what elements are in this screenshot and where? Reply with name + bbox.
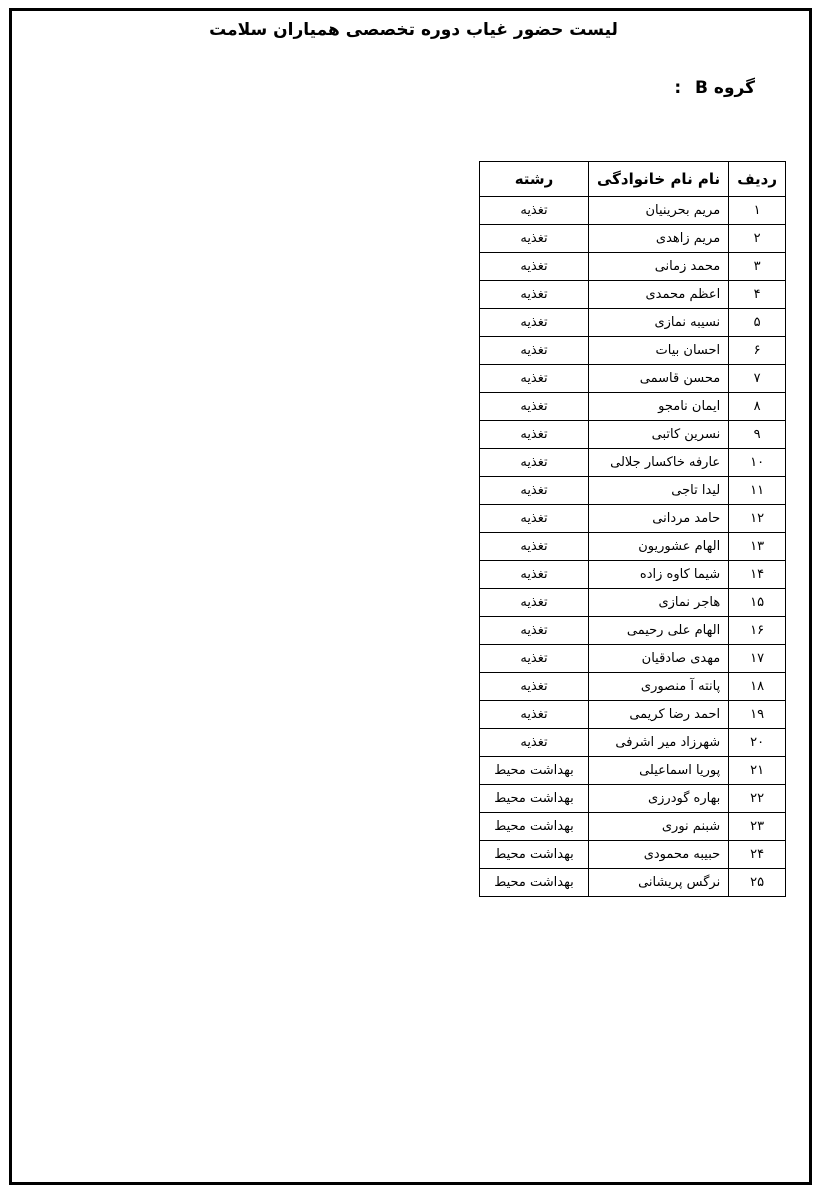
row-number-cell: ۷ xyxy=(729,365,786,393)
full-name-cell: شهرزاد میر اشرفی xyxy=(589,729,729,757)
field-cell: تغذیه xyxy=(480,505,589,533)
full-name-cell: نرگس پریشانی xyxy=(589,869,729,897)
field-cell: تغذیه xyxy=(480,589,589,617)
field-cell: تغذیه xyxy=(480,393,589,421)
full-name-cell: ایمان نامجو xyxy=(589,393,729,421)
row-number-cell: ۱۴ xyxy=(729,561,786,589)
table-row xyxy=(480,533,786,561)
table-row xyxy=(480,869,786,897)
row-number-cell: ۵ xyxy=(729,309,786,337)
field-cell: بهداشت محیط xyxy=(480,813,589,841)
full-name-cell: بهاره گودرزی xyxy=(589,785,729,813)
table-row xyxy=(480,701,786,729)
header-field: رشته xyxy=(480,162,589,197)
full-name-cell: پوریا اسماعیلی xyxy=(589,757,729,785)
field-cell: تغذیه xyxy=(480,729,589,757)
row-number-cell: ۱۷ xyxy=(729,645,786,673)
full-name-cell: مهدی صادقیان xyxy=(589,645,729,673)
row-number-cell: ۴ xyxy=(729,281,786,309)
full-name-cell: لیدا تاجی xyxy=(589,477,729,505)
field-cell: تغذیه xyxy=(480,281,589,309)
document-title: لیست حضور غیاب دوره تخصصی همیاران سلامت xyxy=(209,20,618,40)
field-cell: تغذیه xyxy=(480,673,589,701)
table-row xyxy=(480,393,786,421)
full-name-cell: نسرین کاتبی xyxy=(589,421,729,449)
row-number-cell: ۱ xyxy=(729,197,786,225)
header-full-name: نام نام خانوادگی xyxy=(589,162,729,197)
table-row xyxy=(480,449,786,477)
full-name-cell: احسان بیات xyxy=(589,337,729,365)
row-number-cell: ۱۸ xyxy=(729,673,786,701)
table-row xyxy=(480,337,786,365)
full-name-cell: نسیبه نمازی xyxy=(589,309,729,337)
row-number-cell: ۲۴ xyxy=(729,841,786,869)
row-number-cell: ۸ xyxy=(729,393,786,421)
full-name-cell: الهام عشوریون xyxy=(589,533,729,561)
table-body xyxy=(480,197,786,897)
table-row xyxy=(480,785,786,813)
field-cell: تغذیه xyxy=(480,533,589,561)
table-row xyxy=(480,617,786,645)
field-cell: بهداشت محیط xyxy=(480,757,589,785)
row-number-cell: ۱۹ xyxy=(729,701,786,729)
table-row xyxy=(480,477,786,505)
full-name-cell: احمد رضا کریمی xyxy=(589,701,729,729)
table-row xyxy=(480,281,786,309)
full-name-cell: الهام علی رحیمی xyxy=(589,617,729,645)
field-cell: تغذیه xyxy=(480,701,589,729)
table-row xyxy=(480,729,786,757)
field-cell: تغذیه xyxy=(480,365,589,393)
table-row xyxy=(480,253,786,281)
field-cell: تغذیه xyxy=(480,617,589,645)
table-row xyxy=(480,197,786,225)
row-number-cell: ۱۲ xyxy=(729,505,786,533)
row-number-cell: ۲ xyxy=(729,225,786,253)
field-cell: تغذیه xyxy=(480,197,589,225)
field-cell: تغذیه xyxy=(480,337,589,365)
field-cell: تغذیه xyxy=(480,645,589,673)
full-name-cell: اعظم محمدی xyxy=(589,281,729,309)
group-separator: : xyxy=(674,78,682,98)
row-number-cell: ۲۲ xyxy=(729,785,786,813)
full-name-cell: هاجر نمازی xyxy=(589,589,729,617)
full-name-cell: محمد زمانی xyxy=(589,253,729,281)
full-name-cell: مریم بحرینیان xyxy=(589,197,729,225)
table-row xyxy=(480,757,786,785)
table-row xyxy=(480,841,786,869)
row-number-cell: ۱۰ xyxy=(729,449,786,477)
table-row xyxy=(480,505,786,533)
table-row xyxy=(480,561,786,589)
full-name-cell: مریم زاهدی xyxy=(589,225,729,253)
field-cell: بهداشت محیط xyxy=(480,785,589,813)
field-cell: تغذیه xyxy=(480,421,589,449)
attendance-table xyxy=(479,161,786,897)
row-number-cell: ۲۵ xyxy=(729,869,786,897)
field-cell: بهداشت محیط xyxy=(480,841,589,869)
field-cell: تغذیه xyxy=(480,477,589,505)
full-name-cell: حامد مردانی xyxy=(589,505,729,533)
row-number-cell: ۶ xyxy=(729,337,786,365)
table-row xyxy=(480,421,786,449)
row-number-cell: ۲۰ xyxy=(729,729,786,757)
full-name-cell: حبیبه محمودی xyxy=(589,841,729,869)
table-row xyxy=(480,365,786,393)
row-number-cell: ۲۳ xyxy=(729,813,786,841)
full-name-cell: شبنم نوری xyxy=(589,813,729,841)
table-row xyxy=(480,225,786,253)
row-number-cell: ۳ xyxy=(729,253,786,281)
field-cell: بهداشت محیط xyxy=(480,869,589,897)
row-number-cell: ۲۱ xyxy=(729,757,786,785)
group-heading xyxy=(674,78,755,98)
row-number-cell: ۱۳ xyxy=(729,533,786,561)
full-name-cell: شیما کاوه زاده xyxy=(589,561,729,589)
table-row xyxy=(480,813,786,841)
table-row xyxy=(480,645,786,673)
full-name-cell: محسن قاسمی xyxy=(589,365,729,393)
row-number-cell: ۱۱ xyxy=(729,477,786,505)
field-cell: تغذیه xyxy=(480,561,589,589)
table-row xyxy=(480,673,786,701)
row-number-cell: ۱۵ xyxy=(729,589,786,617)
field-cell: تغذیه xyxy=(480,225,589,253)
field-cell: تغذیه xyxy=(480,449,589,477)
field-cell: تغذیه xyxy=(480,309,589,337)
field-cell: تغذیه xyxy=(480,253,589,281)
table-row xyxy=(480,589,786,617)
header-row-number: ردیف xyxy=(729,162,786,197)
table-row xyxy=(480,309,786,337)
row-number-cell: ۹ xyxy=(729,421,786,449)
row-number-cell: ۱۶ xyxy=(729,617,786,645)
group-label: گروه B xyxy=(695,78,755,98)
table-header-row xyxy=(480,162,786,197)
full-name-cell: پانته آ منصوری xyxy=(589,673,729,701)
full-name-cell: عارفه خاکسار جلالی xyxy=(589,449,729,477)
